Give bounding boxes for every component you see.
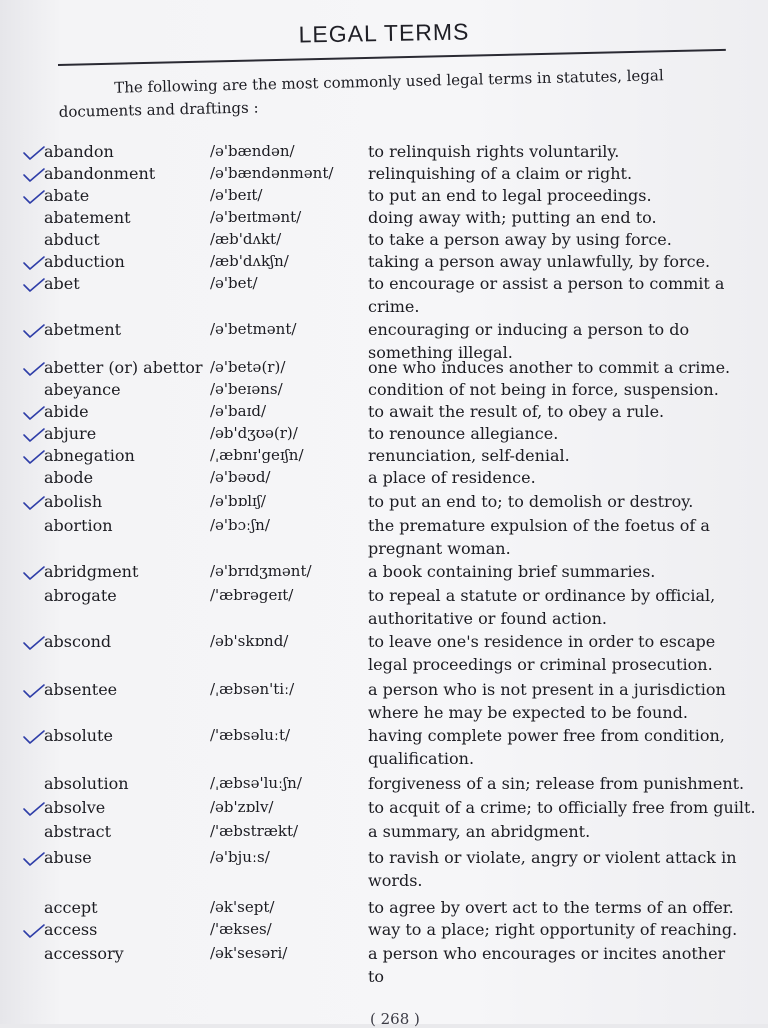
entry-pronunciation: /ˌæbsə'luːʃn/: [210, 774, 302, 792]
checkmark-icon: [22, 634, 46, 652]
entry-term: abduct: [44, 230, 100, 249]
entry-term: accept: [44, 898, 98, 917]
checkmark-icon: [22, 404, 46, 422]
definition-line: to encourage or assist a person to commit a: [368, 274, 725, 293]
entry-pronunciation: /ə'brɪdʒmənt/: [210, 562, 312, 580]
entry-pronunciation: /ə'bəʊd/: [210, 468, 271, 486]
entry-term: abridgment: [44, 562, 139, 581]
entry-definition: [368, 400, 748, 423]
checkmark-icon: [22, 850, 46, 868]
definition-line: to: [368, 967, 385, 986]
definition-line: doing away with; putting an end to.: [368, 208, 657, 227]
definition-line: legal proceedings or criminal prosecution.: [368, 655, 713, 674]
entry-definition: [368, 896, 748, 919]
definition-line: relinquishing of a claim or right.: [368, 164, 633, 183]
entry-definition: [368, 444, 748, 467]
definition-line: a summary, an abridgment.: [368, 822, 591, 841]
definition-line: authoritative or found action.: [368, 609, 608, 628]
entry-term: access: [44, 920, 98, 939]
entry-pronunciation: /ˌæbnɪ'geɪʃn/: [210, 446, 304, 464]
definition-line: to relinquish rights voluntarily.: [368, 142, 620, 161]
definition-line: a person who encourages or incites another: [368, 944, 726, 963]
entry-definition: [368, 678, 748, 724]
entry-term: accessory: [44, 944, 124, 963]
entry-term: absolution: [44, 774, 129, 793]
checkmark-icon: [22, 922, 46, 940]
entry-term: abide: [44, 402, 89, 421]
entry-pronunciation: /ə'beɪtmənt/: [210, 208, 302, 226]
checkmark-icon: [22, 448, 46, 466]
entry-definition: [368, 228, 748, 251]
checkmark-icon: [22, 426, 46, 444]
definition-line: forgiveness of a sin; release from punishment.: [368, 774, 745, 793]
definition-line: taking a person away unlawfully, by force.: [368, 252, 711, 271]
entry-pronunciation: /əb'skɒnd/: [210, 632, 289, 650]
checkmark-icon: [22, 728, 46, 746]
entry-pronunciation: /ˌæbsən'tiː/: [210, 680, 295, 698]
definition-line: to take a person away by using force.: [368, 230, 672, 249]
entry-term: absolute: [44, 726, 113, 745]
definition-line: to renounce allegiance.: [368, 424, 559, 443]
entry-term: abstract: [44, 822, 111, 841]
entry-term: abnegation: [44, 446, 135, 465]
checkmark-icon: [22, 276, 46, 294]
entry-pronunciation: /ək'sesəri/: [210, 944, 288, 962]
entry-pronunciation: /ə'betmənt/: [210, 320, 297, 338]
entry-pronunciation: /əb'zɒlv/: [210, 798, 274, 816]
entry-term: absolve: [44, 798, 106, 817]
definition-line: encouraging or inducing a person to do: [368, 320, 690, 339]
checkmark-icon: [22, 254, 46, 272]
definition-line: where he may be expected to be found.: [368, 703, 688, 722]
entry-term: abscond: [44, 632, 112, 651]
entry-definition: [368, 942, 748, 988]
entry-definition: [368, 184, 748, 207]
definition-line: to put an end to; to demolish or destroy.: [368, 492, 694, 511]
entry-term: abode: [44, 468, 94, 487]
definition-line: crime.: [368, 297, 420, 316]
entry-pronunciation: /ə'beɪəns/: [210, 380, 283, 398]
entry-pronunciation: /ək'sept/: [210, 898, 275, 916]
definition-line: something illegal.: [368, 343, 513, 362]
entry-pronunciation: /'æbrəgeɪt/: [210, 586, 294, 604]
definition-line: renunciation, self-denial.: [368, 446, 570, 465]
entry-definition: [368, 514, 748, 560]
entry-pronunciation: /ə'beɪt/: [210, 186, 263, 204]
entry-pronunciation: /əb'dʒʊə(r)/: [210, 424, 298, 442]
entry-definition: [368, 796, 756, 819]
entry-pronunciation: /ə'bændən/: [210, 142, 295, 160]
entry-pronunciation: /æb'dʌkt/: [210, 230, 282, 248]
entry-definition: [368, 584, 748, 630]
definition-line: way to a place; right opportunity of reaching.: [368, 920, 738, 939]
entry-definition: [368, 356, 748, 379]
checkmark-icon: [22, 322, 46, 340]
checkmark-icon: [22, 564, 46, 582]
page-title: LEGAL TERMS: [298, 18, 470, 48]
checkmark-icon: [22, 188, 46, 206]
entry-pronunciation: /ə'bɔːʃn/: [210, 516, 270, 534]
entry-term: abandon: [44, 142, 114, 161]
definition-line: a book containing brief summaries.: [368, 562, 656, 581]
checkmark-icon: [22, 494, 46, 512]
entry-definition: [368, 206, 748, 229]
entry-pronunciation: /ə'bet/: [210, 274, 258, 292]
entry-term: abduction: [44, 252, 125, 271]
entry-pronunciation: /ə'betə(r)/: [210, 358, 286, 376]
definition-line: a person who is not present in a jurisdiction: [368, 680, 726, 699]
entry-term: abrogate: [44, 586, 117, 605]
definition-line: a place of residence.: [368, 468, 536, 487]
entry-definition: [368, 560, 748, 583]
checkmark-icon: [22, 166, 46, 184]
definition-line: to repeal a statute or ordinance by official,: [368, 586, 716, 605]
entry-definition: [368, 724, 748, 770]
definition-line: to agree by overt act to the terms of an offer.: [368, 898, 734, 917]
entry-definition: [368, 422, 748, 445]
definition-line: condition of not being in force, suspension.: [368, 380, 719, 399]
entry-definition: [368, 272, 748, 318]
entry-term: abuse: [44, 848, 92, 867]
entry-definition: [368, 466, 748, 489]
entry-definition: [368, 162, 748, 185]
entry-term: absentee: [44, 680, 118, 699]
definition-line: pregnant woman.: [368, 539, 511, 558]
entry-pronunciation: /ə'bændənmənt/: [210, 164, 334, 182]
checkmark-icon: [22, 144, 46, 162]
entry-definition: [368, 250, 748, 273]
entry-definition: [368, 846, 748, 892]
entry-definition: [368, 140, 748, 163]
entry-term: abortion: [44, 516, 113, 535]
definition-line: having complete power free from condition,: [368, 726, 725, 745]
entry-definition: [368, 490, 748, 513]
entry-pronunciation: /ə'bɒlɪʃ/: [210, 492, 266, 510]
entry-term: abetment: [44, 320, 122, 339]
entry-definition: [368, 630, 748, 676]
entry-pronunciation: /'æbstrækt/: [210, 822, 299, 840]
entry-definition: [368, 918, 748, 941]
definition-line: to ravish or violate, angry or violent attack in: [368, 848, 737, 867]
entry-definition: [368, 820, 748, 843]
entry-term: abandonment: [44, 164, 156, 183]
intro-line-2: documents and draftings :: [58, 98, 259, 121]
definition-line: the premature expulsion of the foetus of a: [368, 516, 710, 535]
entry-pronunciation: /'ækses/: [210, 920, 272, 938]
intro-line-1: The following are the most commonly used legal terms in statutes, legal: [114, 66, 664, 97]
checkmark-icon: [22, 360, 46, 378]
definition-line: to await the result of, to obey a rule.: [368, 402, 665, 421]
page-number: ( 268 ): [370, 1010, 420, 1028]
entry-pronunciation: /'æbsəluːt/: [210, 726, 291, 744]
checkmark-icon: [22, 682, 46, 700]
definition-line: to leave one's residence in order to escape: [368, 632, 716, 651]
definition-line: qualification.: [368, 749, 475, 768]
definition-line: to put an end to legal proceedings.: [368, 186, 652, 205]
entry-term: abatement: [44, 208, 131, 227]
entry-term: abate: [44, 186, 90, 205]
entry-pronunciation: /ə'bjuːs/: [210, 848, 270, 866]
entry-term: abolish: [44, 492, 103, 511]
definition-line: one who induces another to commit a crime.: [368, 358, 731, 377]
entry-term: abet: [44, 274, 80, 293]
entry-pronunciation: /æb'dʌkʃn/: [210, 252, 289, 270]
definition-line: words.: [368, 871, 423, 890]
checkmark-icon: [22, 800, 46, 818]
entry-term: abetter (or) abettor: [44, 358, 203, 377]
definition-line: to acquit of a crime; to officially free from guilt.: [368, 798, 756, 817]
entry-definition: [368, 772, 748, 795]
entry-definition: [368, 378, 748, 401]
entry-term: abjure: [44, 424, 97, 443]
entry-term: abeyance: [44, 380, 121, 399]
entry-pronunciation: /ə'baɪd/: [210, 402, 267, 420]
